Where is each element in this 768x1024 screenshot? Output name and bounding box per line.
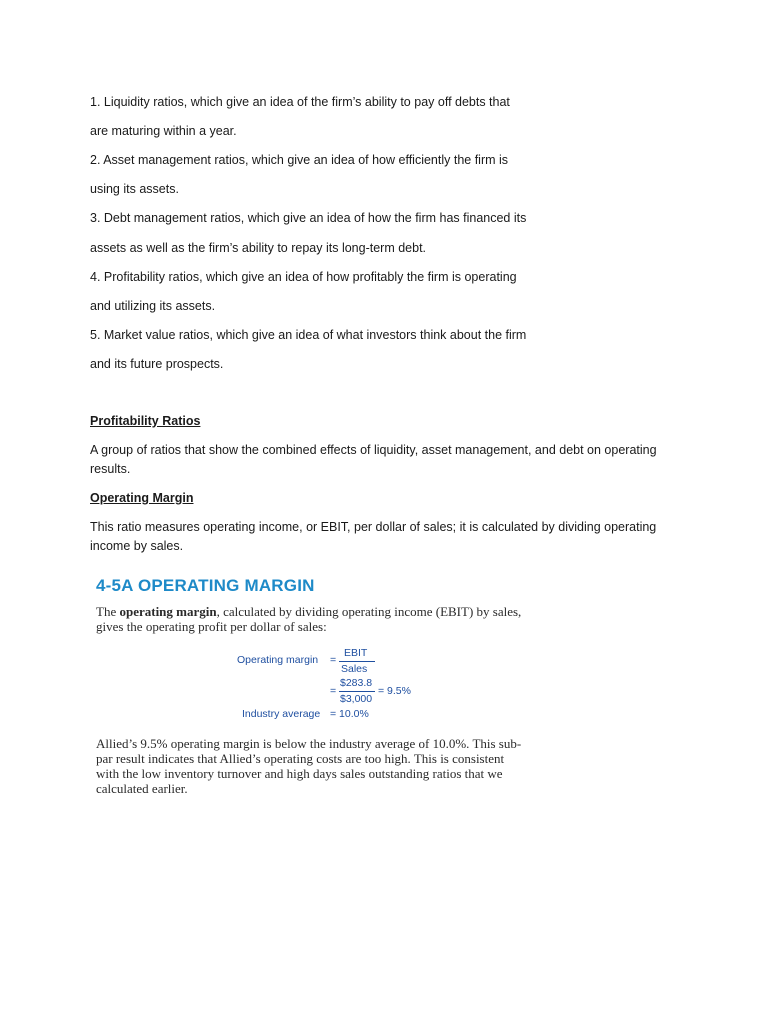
formula-equals: = [330, 685, 337, 697]
textbook-intro-line: gives the operating profit per dollar of sales: [96, 619, 327, 634]
operating-margin-description: This ratio measures operating income, or EBIT, per dollar of sales; it is calculated by dividing operating income by sales. [90, 520, 657, 553]
textbook-conclusion-line: Allied’s 9.5% operating margin is below the industry average of 10.0%. This sub- [96, 736, 522, 751]
formula-numerator-value: $283.8 [340, 677, 373, 689]
profitability-ratios-description: A group of ratios that show the combined effects of liquidity, asset management, and debt on operating results. [90, 443, 657, 476]
list-line: and utilizing its assets. [90, 299, 216, 313]
textbook-conclusion-line: with the low inventory turnover and high days sales outstanding ratios that we [96, 766, 503, 781]
industry-average-label: Industry average [242, 708, 321, 720]
operating-margin-heading: Operating Margin [90, 491, 194, 505]
formula-equals: = [330, 654, 337, 666]
textbook-conclusion [96, 736, 556, 796]
textbook-conclusion-line: calculated earlier. [96, 781, 188, 796]
formula-label: Operating margin [237, 654, 319, 666]
textbook-conclusion-line: par result indicates that Allied’s operating costs are too high. This is consistent [96, 751, 505, 766]
list-line: 5. Market value ratios, which give an idea of what investors think about the firm [90, 328, 527, 342]
fraction-bar [339, 691, 375, 692]
operating-margin-term: operating margin [119, 604, 217, 619]
textbook-section-title: 4-5A OPERATING MARGIN [96, 576, 315, 595]
list-line: 2. Asset management ratios, which give an idea of how efficiently the firm is [90, 153, 509, 167]
profitability-ratios-heading: Profitability Ratios [90, 414, 201, 428]
list-line: assets as well as the firm’s ability to repay its long-term debt. [90, 241, 427, 255]
list-line: 3. Debt management ratios, which give an idea of how the firm has financed its [90, 211, 527, 225]
formula-denominator: Sales [341, 663, 368, 675]
formula-denominator-value: $3,000 [340, 693, 373, 705]
formula-numerator: EBIT [344, 647, 368, 659]
fraction-bar [339, 661, 375, 662]
list-line: 1. Liquidity ratios, which give an idea of the firm’s ability to pay off debts that [90, 95, 510, 109]
industry-average-value: = 10.0% [330, 708, 369, 720]
textbook-intro [96, 604, 556, 634]
list-line: using its assets. [90, 182, 179, 196]
list-line: are maturing within a year. [90, 124, 237, 138]
textbook-intro-line: The operating margin, calculated by dividing operating income (EBIT) by sales, [96, 604, 522, 619]
list-line: 4. Profitability ratios, which give an idea of how profitably the firm is operating [90, 270, 517, 284]
list-line: and its future prospects. [90, 357, 224, 371]
textbook-excerpt [96, 572, 556, 802]
formula-result: = 9.5% [378, 685, 411, 697]
